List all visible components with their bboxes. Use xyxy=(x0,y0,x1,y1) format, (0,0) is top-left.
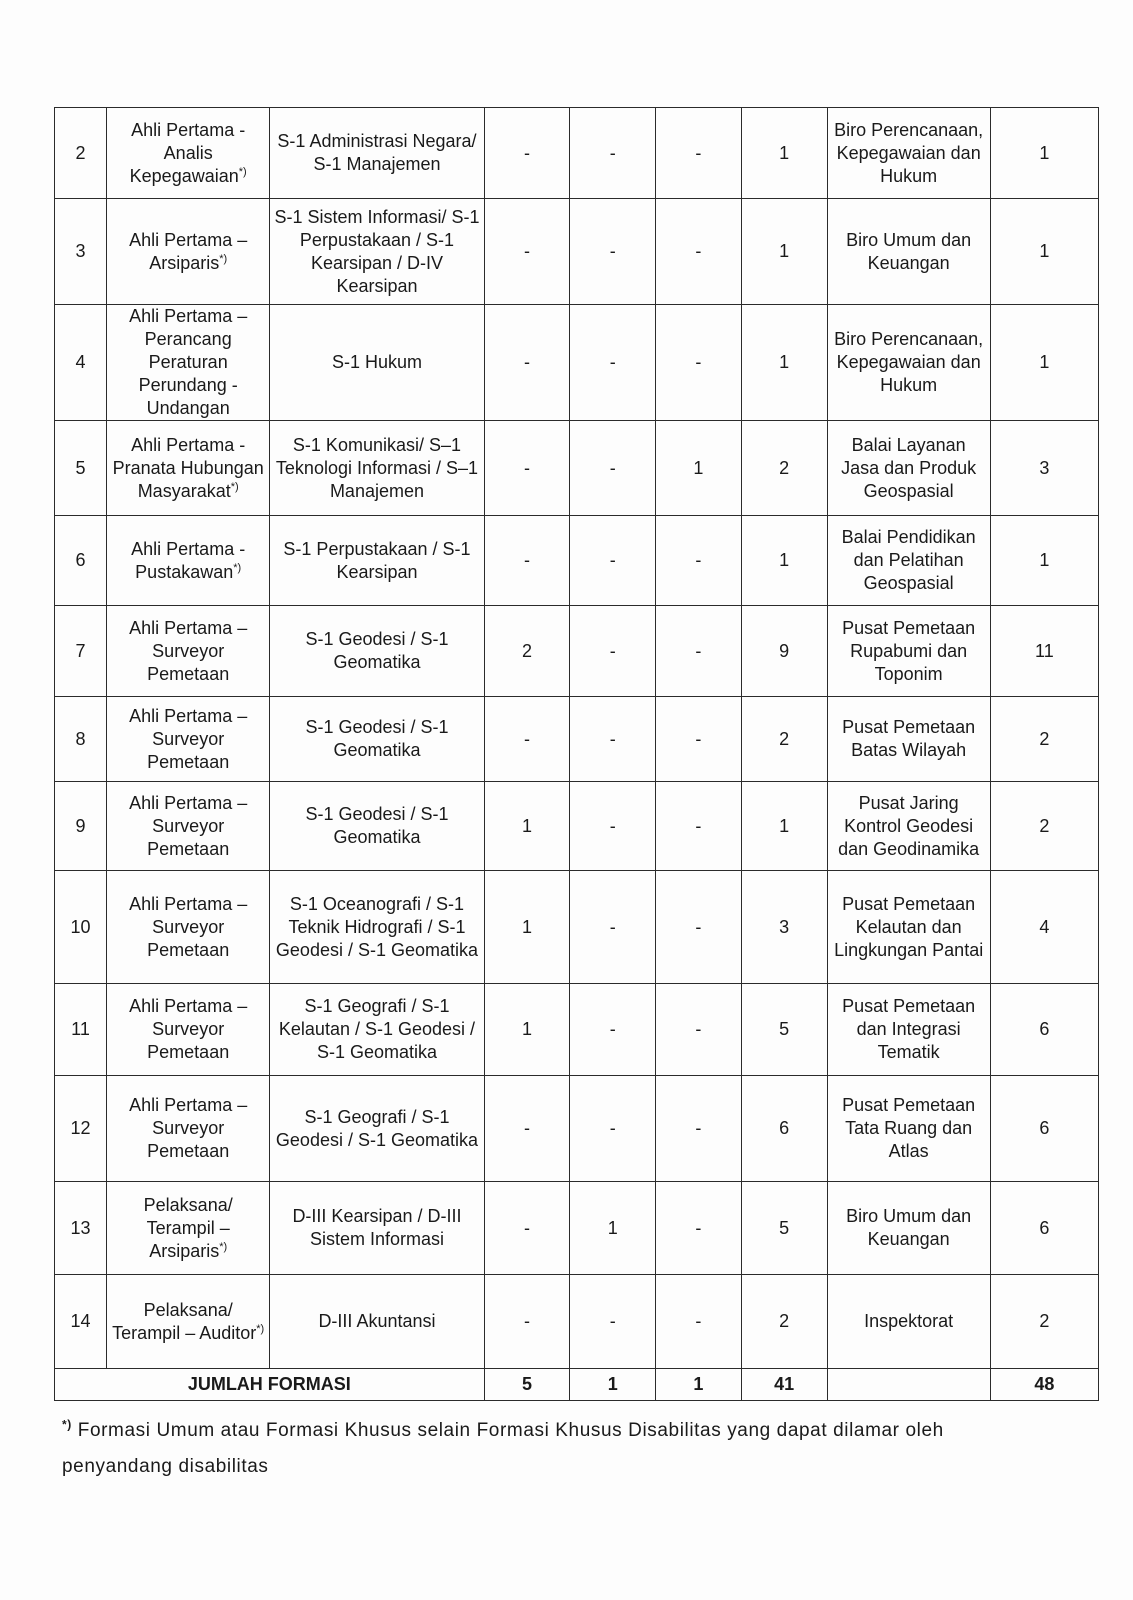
pendidikan-cell: S-1 Perpustakaan / S-1 Kearsipan xyxy=(270,516,484,606)
table-row xyxy=(55,516,1099,606)
count-cell-1: - xyxy=(484,108,570,199)
count-cell-1: - xyxy=(484,1076,570,1182)
footnote-marker: *) xyxy=(256,1322,265,1335)
jabatan-cell: Ahli Pertama - Analis Kepegawaian*) xyxy=(107,108,270,199)
count-cell-2: - xyxy=(570,984,656,1076)
jabatan-cell: Pelaksana/ Terampil – Arsiparis*) xyxy=(107,1182,270,1275)
pendidikan-cell: S-1 Oceanografi / S-1 Teknik Hidrografi / S-1 Geodesi / S-1 Geomatika xyxy=(270,871,484,984)
pendidikan-cell: S-1 Geodesi / S-1 Geomatika xyxy=(270,697,484,782)
jabatan-cell: Ahli Pertama – Arsiparis*) xyxy=(107,199,270,305)
unit-kerja-cell: Pusat Pemetaan dan Integrasi Tematik xyxy=(827,984,990,1076)
count-cell-3: - xyxy=(656,782,742,871)
footnote-mark: *) xyxy=(62,1417,72,1432)
count-cell-2: - xyxy=(570,871,656,984)
count-cell-4: 3 xyxy=(741,871,827,984)
count-cell-1: 1 xyxy=(484,782,570,871)
count-cell-4: 2 xyxy=(741,1275,827,1369)
total-row xyxy=(55,1369,1099,1401)
count-cell-4: 6 xyxy=(741,1076,827,1182)
count-cell-1: - xyxy=(484,199,570,305)
total-label: JUMLAH FORMASI xyxy=(55,1369,485,1401)
row-total-cell: 6 xyxy=(990,1182,1098,1275)
total-count-4: 41 xyxy=(741,1369,827,1401)
count-cell-2: - xyxy=(570,305,656,421)
row-total-cell: 1 xyxy=(990,516,1098,606)
count-cell-3: - xyxy=(656,606,742,697)
pendidikan-cell: S-1 Komunikasi/ S–1 Teknologi Informasi / S–1 Manajemen xyxy=(270,421,484,516)
jabatan-cell: Ahli Pertama – Surveyor Pemetaan xyxy=(107,782,270,871)
pendidikan-cell: D-III Kearsipan / D-III Sistem Informasi xyxy=(270,1182,484,1275)
pendidikan-cell: D-III Akuntansi xyxy=(270,1275,484,1369)
total-count-1: 5 xyxy=(484,1369,570,1401)
pendidikan-cell: S-1 Geodesi / S-1 Geomatika xyxy=(270,782,484,871)
row-number: 5 xyxy=(55,421,107,516)
jabatan-cell: Ahli Pertama – Surveyor Pemetaan xyxy=(107,871,270,984)
table-row xyxy=(55,1275,1099,1369)
count-cell-2: - xyxy=(570,1275,656,1369)
jabatan-cell: Ahli Pertama – Surveyor Pemetaan xyxy=(107,984,270,1076)
unit-kerja-cell: Biro Perencanaan, Kepegawaian dan Hukum xyxy=(827,108,990,199)
count-cell-3: - xyxy=(656,1076,742,1182)
count-cell-4: 1 xyxy=(741,305,827,421)
pendidikan-cell: S-1 Geografi / S-1 Geodesi / S-1 Geomatika xyxy=(270,1076,484,1182)
jabatan-cell: Ahli Pertama – Surveyor Pemetaan xyxy=(107,1076,270,1182)
row-total-cell: 1 xyxy=(990,305,1098,421)
row-number: 2 xyxy=(55,108,107,199)
count-cell-3: - xyxy=(656,199,742,305)
row-total-cell: 1 xyxy=(990,199,1098,305)
row-total-cell: 4 xyxy=(990,871,1098,984)
footnote-marker: *) xyxy=(238,165,247,178)
table-row xyxy=(55,697,1099,782)
count-cell-4: 1 xyxy=(741,782,827,871)
count-cell-2: - xyxy=(570,782,656,871)
row-total-cell: 11 xyxy=(990,606,1098,697)
row-total-cell: 2 xyxy=(990,1275,1098,1369)
unit-kerja-cell: Pusat Jaring Kontrol Geodesi dan Geodinamika xyxy=(827,782,990,871)
table-row xyxy=(55,199,1099,305)
count-cell-4: 1 xyxy=(741,199,827,305)
pendidikan-cell: S-1 Sistem Informasi/ S-1 Perpustakaan / S-1 Kearsipan / D-IV Kearsipan xyxy=(270,199,484,305)
count-cell-4: 1 xyxy=(741,108,827,199)
row-number: 12 xyxy=(55,1076,107,1182)
footnote-marker: *) xyxy=(233,561,242,574)
table-row xyxy=(55,606,1099,697)
count-cell-3: - xyxy=(656,305,742,421)
jabatan-cell: Ahli Pertama – Surveyor Pemetaan xyxy=(107,606,270,697)
table-row xyxy=(55,782,1099,871)
table-row xyxy=(55,871,1099,984)
count-cell-2: - xyxy=(570,697,656,782)
jabatan-cell: Ahli Pertama – Perancang Peraturan Perundang - Undangan xyxy=(107,305,270,421)
count-cell-3: - xyxy=(656,108,742,199)
jabatan-cell: Pelaksana/ Terampil – Auditor*) xyxy=(107,1275,270,1369)
unit-kerja-cell: Biro Umum dan Keuangan xyxy=(827,199,990,305)
count-cell-4: 2 xyxy=(741,421,827,516)
count-cell-4: 5 xyxy=(741,1182,827,1275)
row-number: 6 xyxy=(55,516,107,606)
unit-kerja-cell: Pusat Pemetaan Tata Ruang dan Atlas xyxy=(827,1076,990,1182)
count-cell-2: - xyxy=(570,199,656,305)
table-row xyxy=(55,421,1099,516)
count-cell-3: - xyxy=(656,984,742,1076)
count-cell-3: - xyxy=(656,697,742,782)
count-cell-1: - xyxy=(484,305,570,421)
unit-kerja-cell: Pusat Pemetaan Kelautan dan Lingkungan Pantai xyxy=(827,871,990,984)
jabatan-cell: Ahli Pertama - Pustakawan*) xyxy=(107,516,270,606)
table-row xyxy=(55,1076,1099,1182)
count-cell-3: 1 xyxy=(656,421,742,516)
count-cell-4: 1 xyxy=(741,516,827,606)
count-cell-3: - xyxy=(656,871,742,984)
jabatan-cell: Ahli Pertama - Pranata Hubungan Masyarakat*) xyxy=(107,421,270,516)
row-number: 14 xyxy=(55,1275,107,1369)
table-row xyxy=(55,984,1099,1076)
row-number: 7 xyxy=(55,606,107,697)
footnote-marker: *) xyxy=(219,252,228,265)
unit-kerja-cell: Pusat Pemetaan Rupabumi dan Toponim xyxy=(827,606,990,697)
table-row xyxy=(55,1182,1099,1275)
footnote-marker: *) xyxy=(230,480,239,493)
jabatan-cell: Ahli Pertama – Surveyor Pemetaan xyxy=(107,697,270,782)
row-total-cell: 6 xyxy=(990,984,1098,1076)
count-cell-1: - xyxy=(484,1182,570,1275)
count-cell-2: - xyxy=(570,421,656,516)
unit-kerja-cell: Inspektorat xyxy=(827,1275,990,1369)
row-total-cell: 6 xyxy=(990,1076,1098,1182)
row-total-cell: 1 xyxy=(990,108,1098,199)
count-cell-1: - xyxy=(484,516,570,606)
count-cell-2: - xyxy=(570,606,656,697)
grand-total: 48 xyxy=(990,1369,1098,1401)
count-cell-1: - xyxy=(484,697,570,782)
count-cell-4: 2 xyxy=(741,697,827,782)
total-count-2: 1 xyxy=(570,1369,656,1401)
count-cell-2: - xyxy=(570,516,656,606)
footnote-text: Formasi Umum atau Formasi Khusus selain Formasi Khusus Disabilitas yang dapat dilamar oleh penyandang disabilitas xyxy=(62,1420,944,1477)
row-number: 3 xyxy=(55,199,107,305)
count-cell-2: - xyxy=(570,1076,656,1182)
total-count-3: 1 xyxy=(656,1369,742,1401)
footnote xyxy=(62,1413,1052,1485)
total-empty-cell xyxy=(827,1369,990,1401)
count-cell-2: - xyxy=(570,108,656,199)
row-total-cell: 2 xyxy=(990,697,1098,782)
count-cell-4: 9 xyxy=(741,606,827,697)
row-number: 4 xyxy=(55,305,107,421)
table-row xyxy=(55,108,1099,199)
count-cell-1: - xyxy=(484,421,570,516)
count-cell-1: 1 xyxy=(484,984,570,1076)
count-cell-4: 5 xyxy=(741,984,827,1076)
pendidikan-cell: S-1 Administrasi Negara/ S-1 Manajemen xyxy=(270,108,484,199)
count-cell-3: - xyxy=(656,516,742,606)
row-number: 13 xyxy=(55,1182,107,1275)
row-number: 8 xyxy=(55,697,107,782)
row-number: 11 xyxy=(55,984,107,1076)
formasi-table xyxy=(54,107,1099,1401)
unit-kerja-cell: Biro Perencanaan, Kepegawaian dan Hukum xyxy=(827,305,990,421)
count-cell-3: - xyxy=(656,1275,742,1369)
row-total-cell: 2 xyxy=(990,782,1098,871)
count-cell-1: 1 xyxy=(484,871,570,984)
row-total-cell: 3 xyxy=(990,421,1098,516)
unit-kerja-cell: Balai Pendidikan dan Pelatihan Geospasial xyxy=(827,516,990,606)
unit-kerja-cell: Biro Umum dan Keuangan xyxy=(827,1182,990,1275)
unit-kerja-cell: Pusat Pemetaan Batas Wilayah xyxy=(827,697,990,782)
row-number: 9 xyxy=(55,782,107,871)
table-row xyxy=(55,305,1099,421)
unit-kerja-cell: Balai Layanan Jasa dan Produk Geospasial xyxy=(827,421,990,516)
pendidikan-cell: S-1 Geodesi / S-1 Geomatika xyxy=(270,606,484,697)
row-number: 10 xyxy=(55,871,107,984)
count-cell-1: - xyxy=(484,1275,570,1369)
count-cell-2: 1 xyxy=(570,1182,656,1275)
pendidikan-cell: S-1 Geografi / S-1 Kelautan / S-1 Geodesi / S-1 Geomatika xyxy=(270,984,484,1076)
count-cell-1: 2 xyxy=(484,606,570,697)
pendidikan-cell: S-1 Hukum xyxy=(270,305,484,421)
count-cell-3: - xyxy=(656,1182,742,1275)
footnote-marker: *) xyxy=(219,1240,228,1253)
